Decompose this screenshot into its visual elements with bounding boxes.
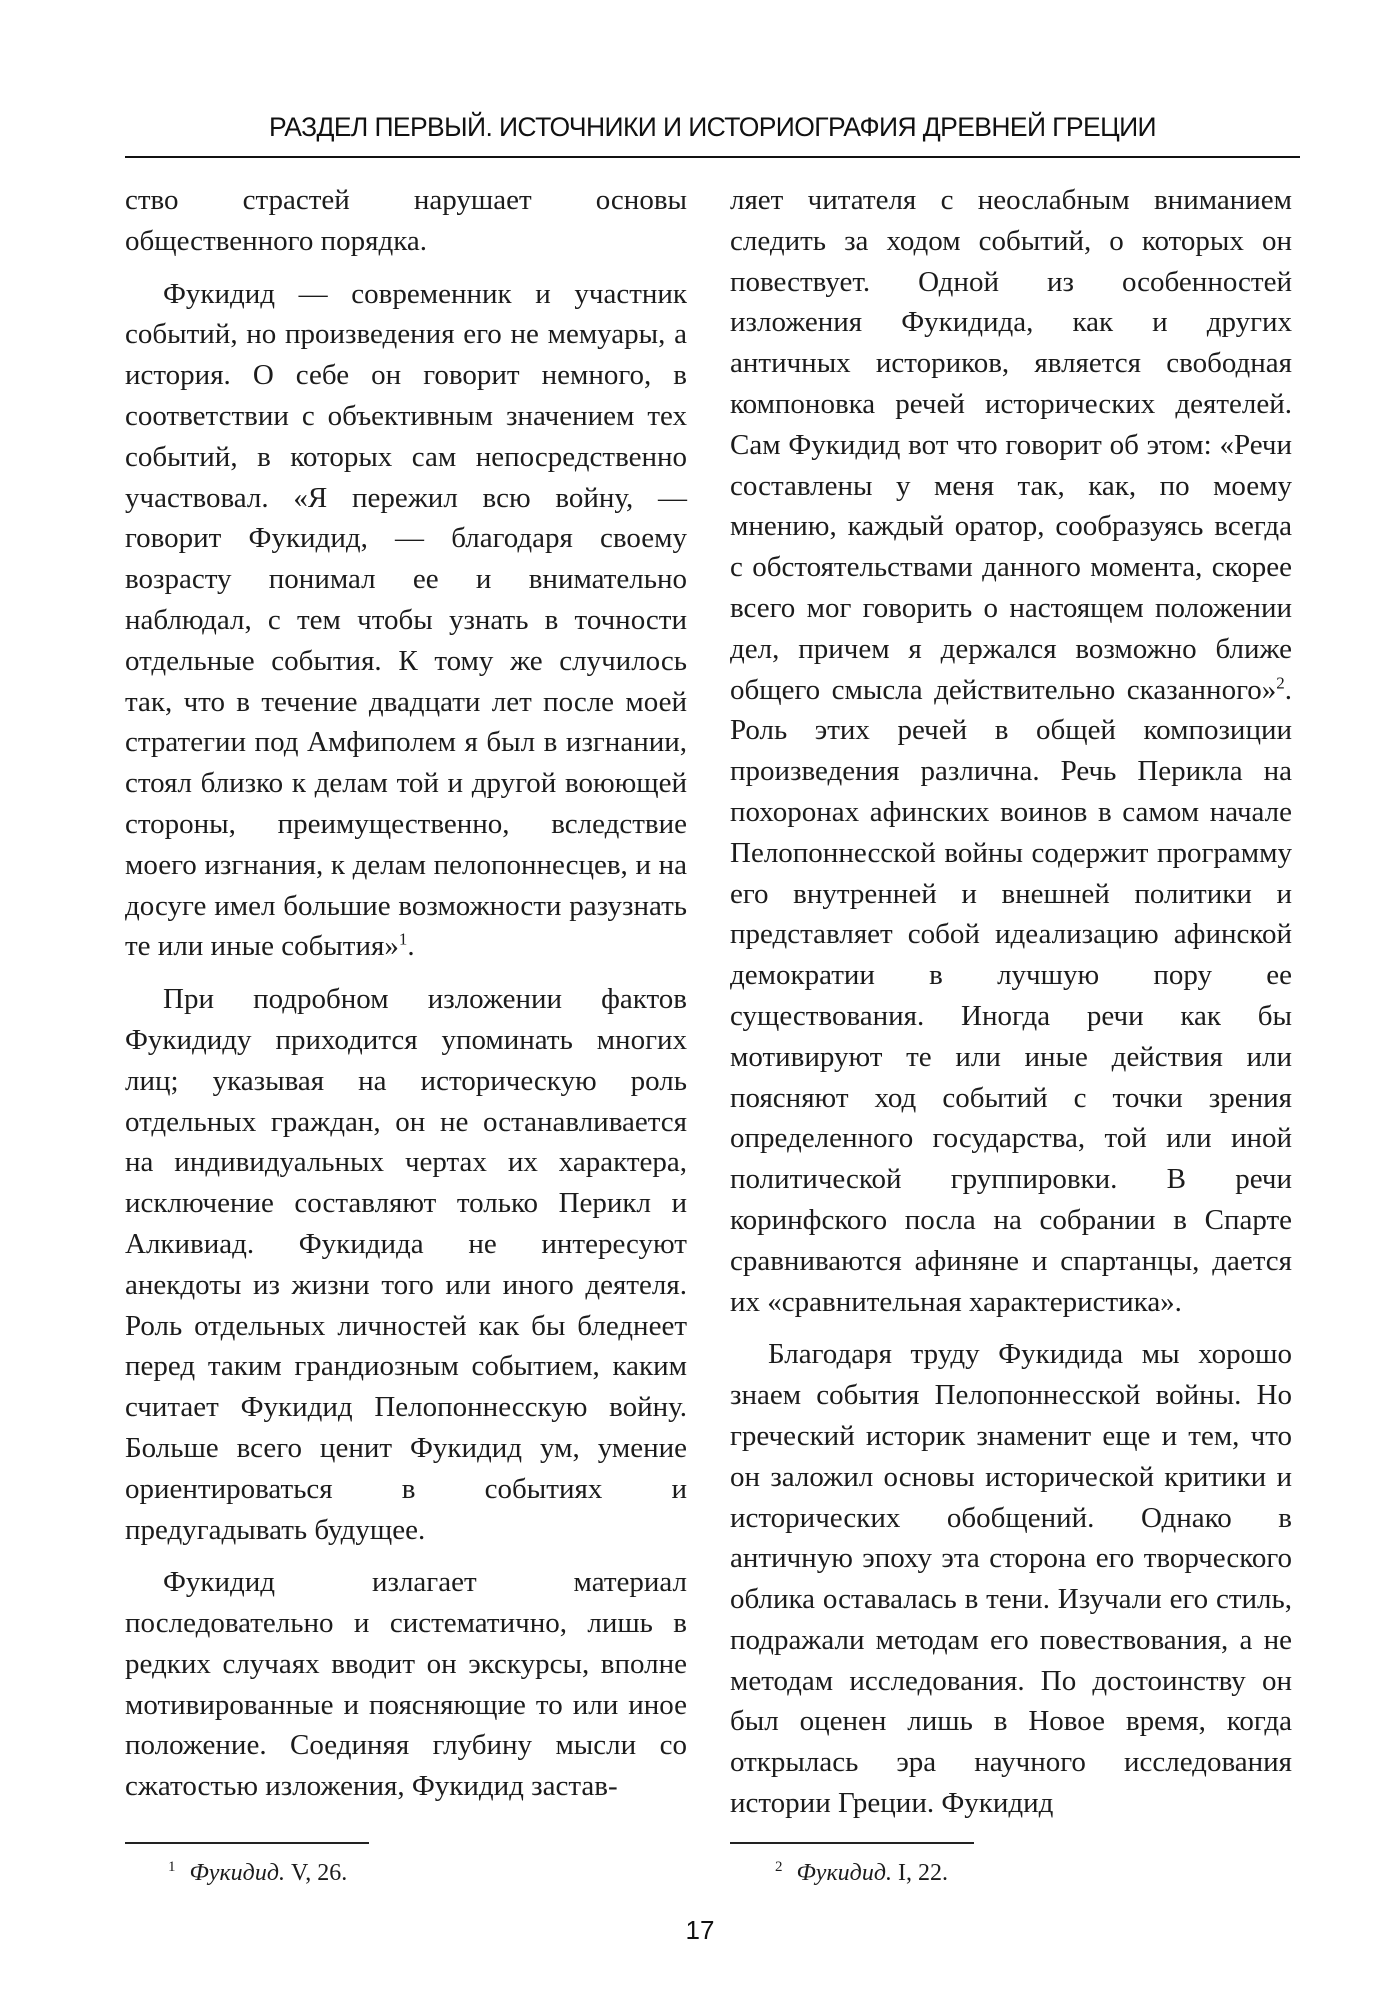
left-column (125, 180, 687, 1807)
left-paragraph-2-end: . (407, 930, 415, 963)
right-column (730, 180, 1292, 1824)
footnote-2 (775, 1852, 948, 1888)
right-paragraph-1-text-b: . Роль этих речей в общей композиции произведения различна. Речь Перикла на похоронах афинских воинов в самом начале Пелопоннесской войны содержит программу его внутренней и внешней политики и представляет собой идеализацию афинской демократии в лучшую пору ее существования. Иногда речи как бы мотивируют те или иные действия или поясняют ход событий с точки зрения определенного государства, той или иной политической группировки. В речи коринфского посла на собрании в Спарте сравниваются афиняне и спартанцы, дается их «сравнительная характеристика». (730, 673, 1292, 1318)
right-paragraph-2: Благодаря труду Фукидида мы хорошо знаем события Пелопоннесской войны. Но греческий историк знаменит еще и тем, что он заложил основы исторической критики и исторических обобщений. Однако в античную эпоху эта сторона его творческого облика оставалась в тени. Изучали его стиль, подражали методам его повествования, а не методам исследования. По достоинству он был оценен лишь в Новое время, когда открылась эра научного исследования истории Греции. Фукидид (730, 1338, 1292, 1820)
left-paragraph-3: При подробном изложении фактов Фукидиду приходится упоминать многих лиц; указывая на историческую роль отдельных граждан, он не останавливается на индивидуальных чертах их характера, исключение составляют только Перикл и Алкивиад. Фукидида не интересуют анекдоты из жизни того или иного деятеля. Роль отдельных личностей как бы бледнеет перед таким грандиозным событием, каким считает Фукидид Пелопоннесскую войну. Больше всего ценит Фукидид ум, умение ориентироваться в событиях и предугадывать будущее. (125, 983, 687, 1546)
left-paragraph-4: Фукидид излагает материал последовательно и систематично, лишь в редких случаях вводит он экскурсы, вполне мотивированные и поясняющие то или иное положение. Соединяя глубину мысли со сжатостью изложения, Фукидид застав- (125, 1566, 687, 1803)
footnote-1-ref: V, 26. (290, 1860, 348, 1886)
footnote-1 (168, 1852, 347, 1888)
running-header: РАЗДЕЛ ПЕРВЫЙ. ИСТОЧНИКИ И ИСТОРИОГРАФИЯ ДРЕВНЕЙ ГРЕЦИИ (269, 112, 1156, 142)
page-number: 17 (685, 1915, 715, 1945)
footnote-2-ref: I, 22. (897, 1860, 948, 1886)
footnote-2-author: Фукидид. (796, 1860, 892, 1886)
right-paragraph-1-text-a: ляет читателя с неослабным вниманием следить за ходом событий, о которых он повествует. Одной из особенностей изложения Фукидида, как и других античных историков, является свободная компоновка речей исторических деятелей. Сам Фукидид вот что говорит об этом: «Речи составлены у меня так, как, по моему мнению, каждый оратор, сообразуясь всегда с обстоятельствами данного момента, скорее всего мог говорить о настоящем положении дел, причем я держался возможно ближе общего смысла действительно сказанного» (730, 184, 1292, 706)
footnote-mark-2: 2 (775, 1859, 783, 1875)
header-rule (125, 156, 1300, 158)
footnote-ref-2[interactable]: 2 (1276, 672, 1285, 692)
right-paragraph-1 (730, 180, 1292, 1322)
footnote-rule-left (125, 1842, 369, 1844)
left-paragraph-2 (125, 274, 687, 968)
footnote-rule-right (730, 1842, 974, 1844)
left-paragraph-1: ство страстей нарушает основы общественного порядка. (125, 184, 687, 257)
left-paragraph-2-text: Фукидид — современник и участник событий, но произведения его не мемуары, а история. О себе он говорит немного, в соответствии с объективным значением тех событий, в которых сам непосредственно участвовал. «Я пережил всю войну, — говорит Фукидид, — благодаря своему возрасту понимал ее и внимательно наблюдал, с тем чтобы узнать в точности отдельные события. К тому же случилось так, что в течение двадцати лет после моей стратегии под Амфиполем я был в изгнании, стоял близко к делам той и другой воюющей стороны, преимущественно, вследствие моего изгнания, к делам пелопоннесцев, и на досуге имел большие возможности разузнать те или иные события» (125, 277, 687, 963)
footnote-1-author: Фукидид. (189, 1860, 285, 1886)
footnote-mark-1: 1 (168, 1859, 176, 1875)
footnote-ref-1[interactable]: 1 (398, 929, 408, 949)
